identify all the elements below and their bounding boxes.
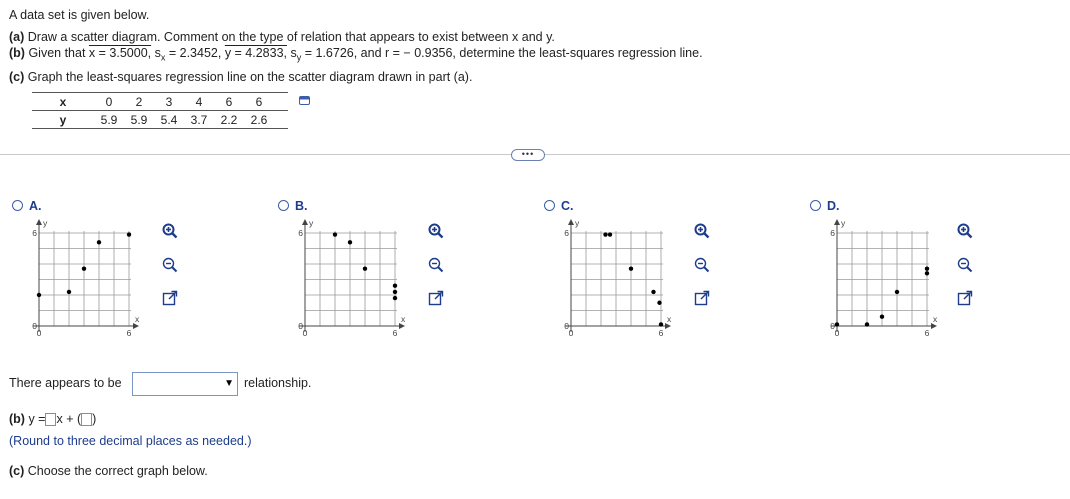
y-axis-label: y (841, 218, 846, 228)
expand-icon[interactable] (956, 289, 974, 307)
y-axis-label: y (575, 218, 580, 228)
option-a-label: A. (29, 199, 42, 213)
radio-d[interactable] (810, 200, 821, 211)
x-tick-6: 6 (658, 328, 664, 338)
data-point (67, 290, 71, 294)
y-tick-6: 6 (298, 228, 303, 238)
x-axis-label: x (135, 314, 140, 324)
data-point (608, 232, 612, 236)
data-point (127, 232, 131, 236)
y-axis-arrow (568, 219, 574, 225)
y-tick-0: 0 (298, 321, 303, 331)
zoom-out-icon[interactable] (427, 256, 445, 274)
radio-a[interactable] (12, 200, 23, 211)
data-point (865, 322, 869, 326)
y-tick-0: 0 (830, 321, 835, 331)
sy-subscript: y (296, 52, 302, 63)
radio-c[interactable] (544, 200, 555, 211)
graph-d (825, 218, 945, 348)
data-point (97, 240, 101, 244)
data-point (651, 290, 655, 294)
data-point (835, 322, 839, 326)
table-cell: 5.4 (154, 111, 184, 129)
y-hat (28, 412, 45, 426)
data-point (393, 284, 397, 288)
table-cell: 0 (94, 93, 124, 111)
x-tick-0: 0 (302, 328, 308, 338)
data-point (925, 266, 929, 270)
part-b-text (9, 46, 703, 63)
option-c-label: C. (561, 199, 574, 213)
expand-icon[interactable] (693, 289, 711, 307)
x-bar: x = 3.5000, (88, 46, 152, 60)
choose-label: (c) (9, 464, 25, 478)
table-cell: 2.2 (214, 111, 244, 129)
table-header-x: x (32, 93, 94, 111)
part-c-body: Graph the least-squares regression line on the scatter diagram drawn in part (a). (27, 70, 473, 84)
data-point (363, 266, 367, 270)
y-axis-arrow (302, 219, 308, 225)
radio-b[interactable] (278, 200, 289, 211)
sx-symbol: s (154, 46, 161, 60)
part-a-label: (a) (9, 30, 25, 44)
expand-icon[interactable] (161, 289, 179, 307)
table-row-x (32, 93, 288, 111)
zoom-in-icon[interactable] (427, 222, 445, 240)
x-tick-0: 0 (568, 328, 574, 338)
table-cell: 2.6 (244, 111, 274, 129)
slope-input[interactable] (45, 413, 56, 426)
x-axis-label: x (667, 314, 672, 324)
graph-a (27, 218, 147, 348)
y-axis-label: y (43, 218, 48, 228)
table-row-y (32, 111, 288, 129)
graph-b (293, 218, 413, 348)
table-cell: 2 (124, 93, 154, 111)
x-tick-6: 6 (126, 328, 132, 338)
relationship-prefix: There appears to be (9, 376, 122, 390)
data-table (32, 92, 288, 129)
x-tick-6: 6 (392, 328, 398, 338)
option-d-label: D. (827, 199, 840, 213)
x-axis-label: x (401, 314, 406, 324)
data-point (657, 301, 661, 305)
intro-text: A data set is given below. (9, 8, 150, 22)
dropdown-arrow-icon[interactable]: ▼ (224, 378, 234, 389)
part-b-given: Given that (28, 46, 86, 60)
scatter-plot (293, 218, 413, 348)
choose-graph-text (9, 464, 208, 478)
sy-value: = 1.6726, and r = − 0.9356, determine the least-squares regression line. (304, 46, 703, 60)
x-axis-label: x (933, 314, 938, 324)
zoom-out-icon[interactable] (956, 256, 974, 274)
copy-data-icon[interactable] (299, 96, 310, 105)
choose-body: Choose the correct graph below. (27, 464, 208, 478)
y-tick-0: 0 (32, 321, 37, 331)
relationship-select[interactable] (132, 372, 238, 396)
y-tick-6: 6 (32, 228, 37, 238)
graph-c (559, 218, 679, 348)
data-point (603, 232, 607, 236)
x-tick-6: 6 (924, 328, 930, 338)
y-axis-label: y (309, 218, 314, 228)
sy-symbol: s (290, 46, 297, 60)
y-axis-arrow (834, 219, 840, 225)
zoom-in-icon[interactable] (693, 222, 711, 240)
y-tick-6: 6 (564, 228, 569, 238)
part-c-text (9, 70, 472, 84)
expand-icon[interactable] (427, 289, 445, 307)
data-point (925, 271, 929, 275)
x-tick-0: 0 (36, 328, 42, 338)
data-point (880, 315, 884, 319)
table-cell: 3 (154, 93, 184, 111)
part-a-text (9, 30, 555, 44)
table-cell: 3.7 (184, 111, 214, 129)
y-hat-lhs: y = (28, 412, 46, 426)
data-point (37, 293, 41, 297)
more-button[interactable]: ••• (511, 149, 545, 161)
regression-equation: (b) y = x + ( ) (9, 412, 97, 426)
table-cell: 4 (184, 93, 214, 111)
data-point (82, 266, 86, 270)
table-cell: 6 (244, 93, 274, 111)
scatter-plot (559, 218, 679, 348)
data-point (348, 240, 352, 244)
relationship-suffix: relationship. (244, 376, 312, 390)
part-a-body: Draw a scatter diagram. Comment on the type of relation that appears to exist between x and y. (27, 30, 555, 44)
table-cell: 5.9 (94, 111, 124, 129)
y-bar: y = 4.2833, (224, 46, 288, 60)
sx-subscript: x (160, 52, 166, 63)
intercept-input[interactable] (81, 413, 92, 426)
zoom-out-icon[interactable] (693, 256, 711, 274)
data-point (629, 266, 633, 270)
table-cell: 5.9 (124, 111, 154, 129)
table-header-y: y (32, 111, 94, 129)
zoom-in-icon[interactable] (161, 222, 179, 240)
rounding-note: (Round to three decimal places as needed.) (9, 434, 252, 448)
table-cell: 6 (214, 93, 244, 111)
option-b-label: B. (295, 199, 308, 213)
sx-value: = 2.3452, (168, 46, 222, 60)
y-axis-arrow (36, 219, 42, 225)
scatter-plot (825, 218, 945, 348)
eq-mid: x + (56, 412, 74, 426)
x-tick-0: 0 (834, 328, 840, 338)
data-point (333, 232, 337, 236)
zoom-out-icon[interactable] (161, 256, 179, 274)
scatter-plot (27, 218, 147, 348)
y-tick-6: 6 (830, 228, 835, 238)
part-b-label: (b) (9, 46, 25, 60)
zoom-in-icon[interactable] (956, 222, 974, 240)
data-point (659, 322, 663, 326)
data-point (393, 290, 397, 294)
y-tick-0: 0 (564, 321, 569, 331)
data-point (895, 290, 899, 294)
part-c-label: (c) (9, 70, 25, 84)
part-b-eq-label: (b) (9, 412, 25, 426)
data-point (393, 296, 397, 300)
